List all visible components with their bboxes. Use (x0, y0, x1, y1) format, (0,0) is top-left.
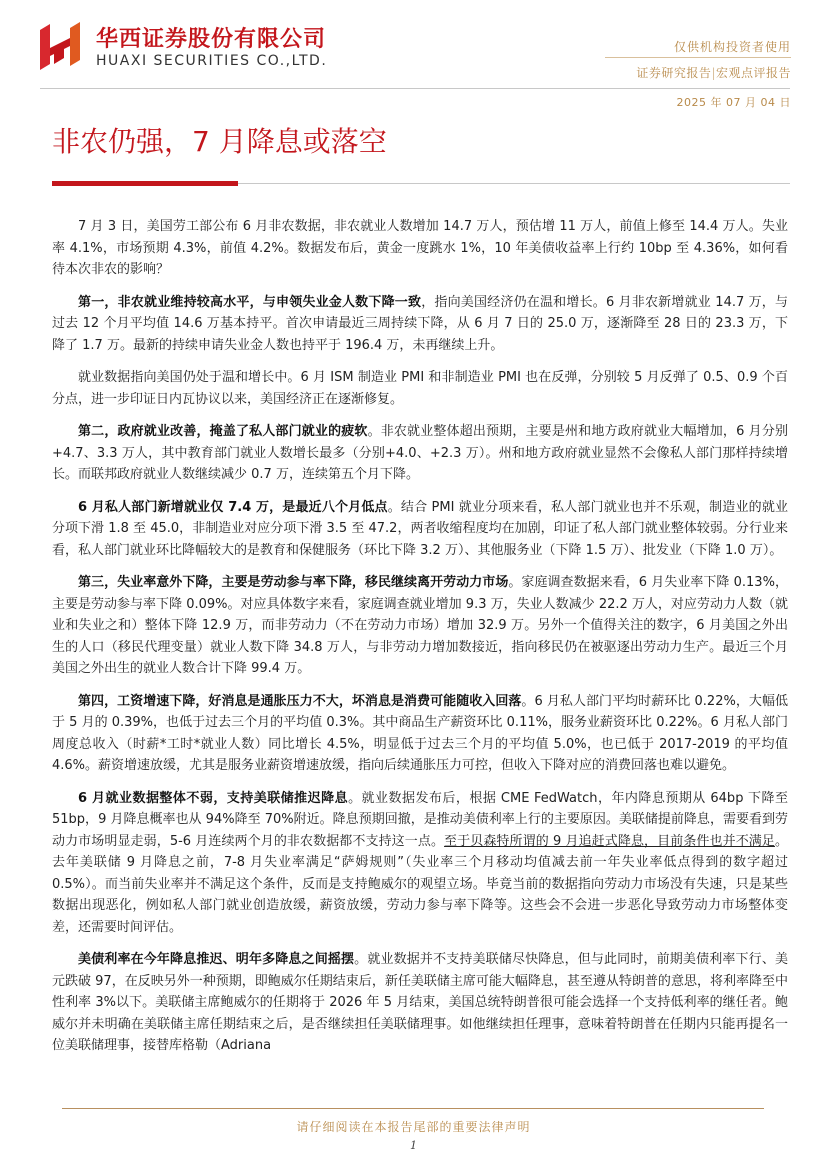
paragraph-lead: 6 月就业数据整体不弱，支持美联储推迟降息 (78, 790, 349, 806)
paragraph-lead: 第三，失业率意外下降，主要是劳动参与率下降，移民继续离开劳动力市场 (78, 575, 509, 590)
paragraph-lead: 第一，非农就业维持较高水平，与申领失业金人数下降一致 (78, 294, 422, 310)
paragraph-point-1 (52, 292, 788, 357)
paragraph-lead: 美债利率在今年降息推迟、明年多降息之间摇摆 (78, 952, 355, 967)
paragraph-text: 7 月 3 日，美国劳工部公布 6 月非农数据，非农就业人数增加 14.7 万人，预估增 11 万人，前值上修至 14.4 万人。失业率 4.1%，市场预期 4.3%，前值 4.2%。数据发布后，黄金一度跳水 1%，10 年美债收益率上行约 10bp 至 4.36%，如何看待本次非农的影响？ (52, 219, 788, 277)
paragraph-text: 。去年美联储 9 月降息之前，7-8 月失业率满足“萨姆规则”（失业率三个月移动均值减去前一年失业率低点得到的数字超过 0.5%）。而当前失业率并不满足这个条件，反而是支持鲍威尔的观望立场。毕竟当前的数据指向劳动力市场没有失速，只是某些数据出现恶化，例如私人部门就业创造放缓，薪资放缓，劳动力参与率下降等。这些会不会进一步恶化导致劳动力市场整体变差，还需要时间评估。 (52, 833, 788, 935)
legal-notice: 请仔细阅读在本报告尾部的重要法律声明 (296, 1120, 531, 1134)
header-meta-divider (605, 57, 791, 58)
title-divider (238, 183, 790, 184)
paragraph-treasury-yields (52, 949, 788, 1057)
paragraph-private-sector (52, 497, 788, 562)
paragraph-text: 。6 月私人部门平均时薪环比 0.22%，大幅低于 5 月的 0.39%，也低于过去三个月的平均值 0.3%。其中商品生产薪资环比 0.11%，服务业薪资环比 0.22%。6 月私人部门周度总收入（时薪*工时*就业人数）同比增长 4.5%，明显低于过去三个月的平均值 5.0%，也已低于 2017-2019 的平均值 4.6%。薪资增速放缓，尤其是服务业薪资增速放缓，指向后续通胀压力可控，但收入下降对应的消费回落也难以避免。 (52, 693, 788, 773)
paragraph-point-3 (52, 572, 788, 680)
paragraph-intro (52, 216, 788, 281)
page-number: 1 (410, 1139, 417, 1152)
paragraph-text: 。就业数据并不支持美联储尽快降息，但与此同时，前期美债利率下行、美元跌破 97，在反映另外一种预期，即鲍威尔任期结束后，新任美联储主席可能大幅降息，甚至遵从特朗普的意思，将利率降至中性利率 3%以下。美联储主席鲍威尔的任期将于 2026 年 5 月结束，美国总统特朗普很可能会选择一个支持低利率的继任者。鲍威尔并未明确在美联储主席任期结束之后，是否继续担任美联储理事。如他继续担任理事，意味着特朗普在任期内只能再提名一位美联储理事，接替库格勒（Adriana (52, 952, 788, 1053)
paragraph-text: 。非农就业整体超出预期，主要是州和地方政府就业大幅增加，6 月分别+4.7、3.3 万人，其中教育部门就业人数增长最多（分别+4.0、+2.3 万）。州和地方政府就业显然不会像私人部门那样持续增长。而联邦政府就业人数继续减少 0.7 万，连续第五个月下降。 (52, 424, 788, 482)
audience-notice: 仅供机构投资者使用 (673, 40, 791, 54)
paragraph-lead: 6 月私人部门新增就业仅 7.4 万，是最近八个月低点 (78, 499, 388, 515)
report-type-separator: | (711, 66, 716, 80)
report-title: 非农仍强，7 月降息或落空 (52, 125, 387, 158)
report-subtype: 宏观点评报告 (715, 66, 791, 80)
paragraph-point-2 (52, 421, 788, 486)
paragraph-text: 。家庭调查数据来看，6 月失业率下降 0.13%，主要是劳动参与率下降 0.09%。对应具体数字来看，家庭调查就业增加 9.3 万，失业人数减少 22.2 万人，对应劳动力人数（就业和失业之和）整体下降 12.9 万，而非劳动力（不在劳动力市场）增加 32.9 万。另外一个值得关注的数字，6 月美国之外出生的人口（移民代理变量）就业人数下降 34.8 万人，与非劳动力增加数接近，指向移民仍在被驱逐出劳动力生产。最近三个月美国之外出生的就业人数合计下降 99.4 万。 (52, 575, 788, 676)
paragraph-text: 。就业数据发布后，根据 CME FedWatch，年内降息预期从 64bp 下降至 51bp，9 月降息概率也从 94%降至 70%附近。降息预期回撤，是推动美债利率上行的主要原因。美联储提前降息，需要看到劳动力市场明显走弱，5-6 月连续两个月的非农数据都不支持这一点。 (52, 790, 788, 849)
paragraph-text: ，指向美国经济仍在温和增长。6 月非农新增就业 14.7 万，与过去 12 个月平均值 14.6 万基本持平。首次申请最近三周持续下降，从 6 月 7 日的 25.0 万，逐渐降至 28 日的 23.3 万，下降了 1.7 万。最新的持续申请失业金人数也持平于 196.4 万，未再继续上升。 (52, 294, 788, 353)
paragraph-text: 。结合 PMI 就业分项来看，私人部门就业也并不乐观，制造业的就业分项下滑 1.8 至 45.0，非制造业对应分项下滑 3.5 至 47.2，两者收缩程度均在加剧，印证了私人部门就业整体较弱。分行业来看，私人部门就业环比降幅较大的是教育和保健服务（环比下降 3.2 万）、其他服务业（下降 1.5 万）、批发业（下降 1.0 万）。 (52, 499, 788, 558)
report-category: 证券研究报告 (636, 66, 712, 80)
paragraph-lead: 第二，政府就业改善，掩盖了私人部门就业的疲软 (78, 424, 368, 439)
paragraph-lead: 第四，工资增速下降，好消息是通胀压力不大，坏消息是消费可能随收入回落 (78, 693, 522, 709)
company-name-en: HUAXI SECURITIES CO.,LTD. (96, 53, 328, 69)
header-divider (40, 88, 790, 89)
title-accent-bar (52, 181, 238, 186)
paragraph-point-1-detail (52, 367, 788, 410)
report-type (636, 64, 791, 81)
company-name-cn: 华西证券股份有限公司 (96, 26, 327, 52)
underlined-text: 至于贝森特所谓的 9 月追赶式降息，目前条件也并不满足 (444, 833, 775, 849)
report-body (52, 216, 788, 1065)
report-date: 2025 年 07 月 04 日 (676, 96, 791, 109)
paragraph-text: 就业数据指向美国仍处于温和增长中。6 月 ISM 制造业 PMI 和非制造业 PMI 也在反弹，分别较 5 月反弹了 0.5、0.9 个百分点，进一步印证日内瓦协议以来，美国经济正在逐渐修复。 (52, 370, 788, 407)
footer-divider (62, 1108, 764, 1109)
paragraph-rate-cut-outlook (52, 788, 788, 939)
huaxi-logo (40, 22, 84, 70)
paragraph-point-4 (52, 691, 788, 777)
